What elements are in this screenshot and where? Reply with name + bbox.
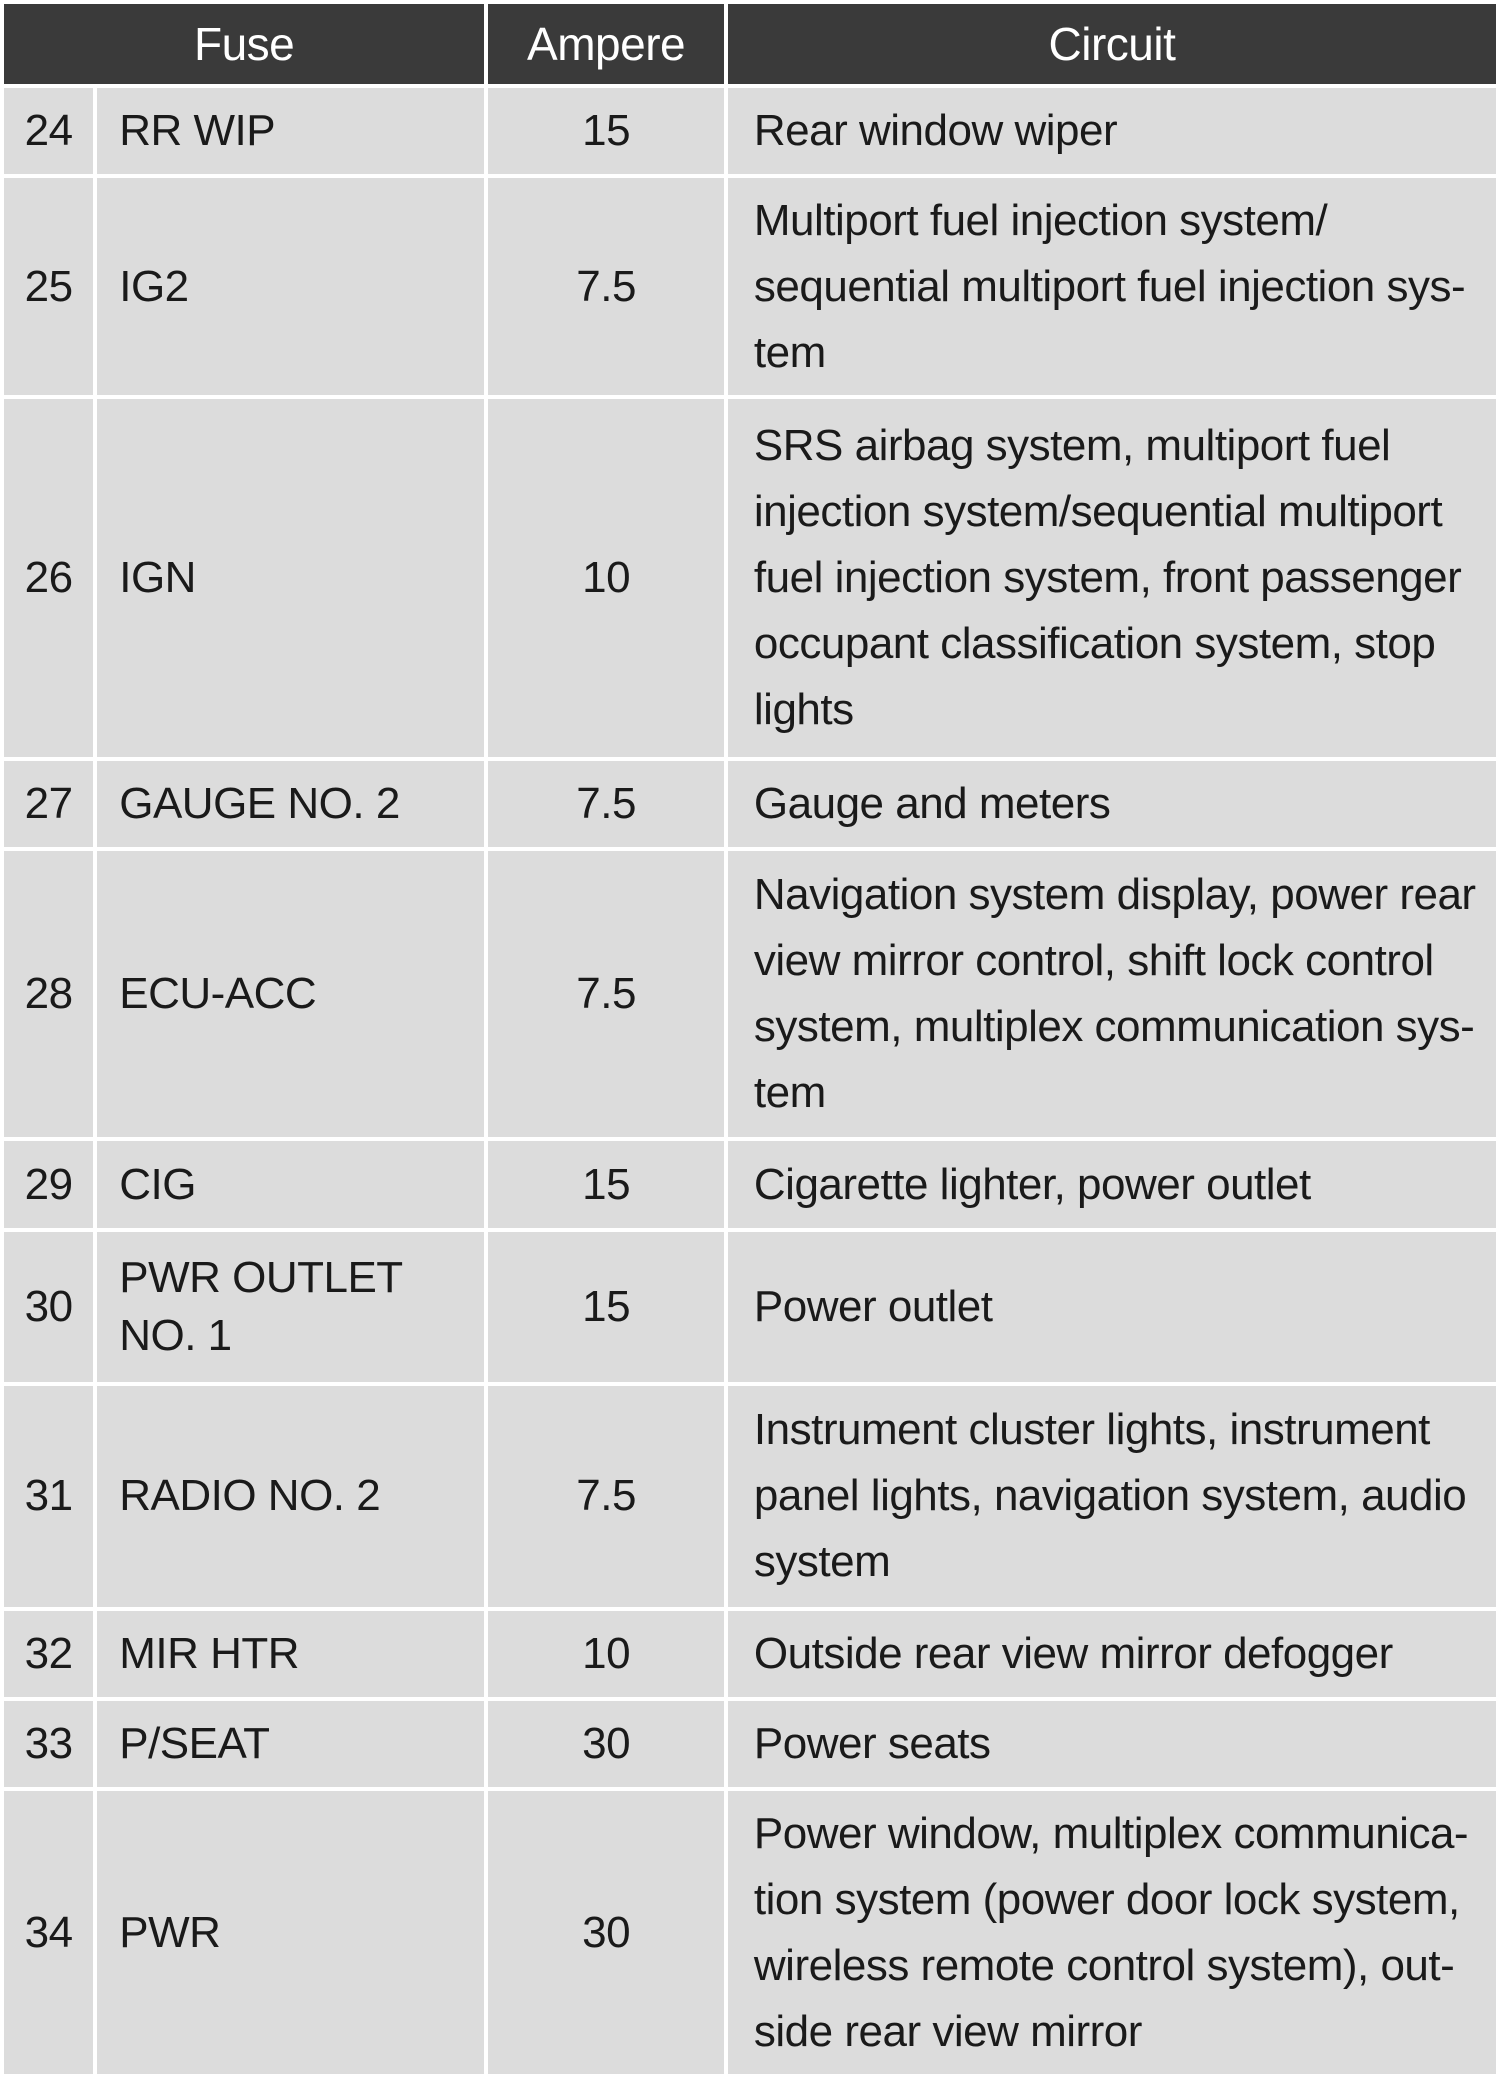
fuse-ampere: 15 <box>488 88 724 174</box>
table-row <box>4 1791 1496 2074</box>
table-row <box>4 1611 1496 1697</box>
fuse-ampere: 15 <box>488 1141 724 1227</box>
fuse-number: 29 <box>4 1141 93 1227</box>
fuse-number: 27 <box>4 761 93 847</box>
fuse-name: RR WIP <box>97 88 484 174</box>
fuse-number: 31 <box>4 1386 93 1607</box>
header-row <box>4 4 1496 84</box>
fuse-number: 26 <box>4 399 93 757</box>
fuse-ampere: 30 <box>488 1701 724 1787</box>
header-ampere: Ampere <box>488 4 724 84</box>
fuse-name: CIG <box>97 1141 484 1227</box>
fuse-name: IGN <box>97 399 484 757</box>
fuse-circuit: Rear window wiper <box>728 88 1496 174</box>
fuse-name: RADIO NO. 2 <box>97 1386 484 1607</box>
table-row <box>4 1386 1496 1607</box>
header-fuse: Fuse <box>4 4 484 84</box>
fuse-number: 33 <box>4 1701 93 1787</box>
fuse-ampere: 30 <box>488 1791 724 2074</box>
fuse-name: GAUGE NO. 2 <box>97 761 484 847</box>
fuse-circuit: Cigarette lighter, power outlet <box>728 1141 1496 1227</box>
fuse-circuit: Power seats <box>728 1701 1496 1787</box>
table-row <box>4 178 1496 394</box>
fuse-name: ECU-ACC <box>97 851 484 1138</box>
fuse-number: 28 <box>4 851 93 1138</box>
fuse-number: 34 <box>4 1791 93 2074</box>
table-row <box>4 399 1496 757</box>
table-row <box>4 761 1496 847</box>
fuse-circuit: SRS airbag system, multiport fuel injection system/sequential multiport fuel injection system, front passenger occupant classification system, stop lights <box>728 399 1496 757</box>
fuse-circuit: Power outlet <box>728 1232 1496 1382</box>
fuse-name: PWR OUTLET NO. 1 <box>97 1232 484 1382</box>
table-row <box>4 88 1496 174</box>
table-body <box>4 88 1496 2074</box>
fuse-name: MIR HTR <box>97 1611 484 1697</box>
table-row <box>4 1232 1496 1382</box>
fuse-ampere: 15 <box>488 1232 724 1382</box>
fuse-number: 24 <box>4 88 93 174</box>
fuse-name: P/SEAT <box>97 1701 484 1787</box>
fuse-circuit: Outside rear view mirror defogger <box>728 1611 1496 1697</box>
fuse-circuit: Gauge and meters <box>728 761 1496 847</box>
fuse-number: 25 <box>4 178 93 394</box>
fuse-ampere: 7.5 <box>488 851 724 1138</box>
fuse-number: 30 <box>4 1232 93 1382</box>
fuse-ampere: 10 <box>488 399 724 757</box>
fuse-name: PWR <box>97 1791 484 2074</box>
fuse-number: 32 <box>4 1611 93 1697</box>
fuse-circuit: Instrument cluster lights, instrument panel lights, navigation system, audio system <box>728 1386 1496 1607</box>
table-row <box>4 1701 1496 1787</box>
fuse-name: IG2 <box>97 178 484 394</box>
fuse-circuit: Power window, multiplex communica- tion system (power door lock system, wireless remote control system), out- side rear view mirror <box>728 1791 1496 2074</box>
table-row <box>4 851 1496 1138</box>
fuse-ampere: 10 <box>488 1611 724 1697</box>
table-header <box>4 4 1496 84</box>
fuse-ampere: 7.5 <box>488 1386 724 1607</box>
fuse-circuit: Multiport fuel injection system/ sequential multiport fuel injection sys- tem <box>728 178 1496 394</box>
fuse-circuit: Navigation system display, power rear view mirror control, shift lock control system, multiplex communication sys- tem <box>728 851 1496 1138</box>
fuse-ampere: 7.5 <box>488 178 724 394</box>
table-row <box>4 1141 1496 1227</box>
header-circuit: Circuit <box>728 4 1496 84</box>
fuse-ampere: 7.5 <box>488 761 724 847</box>
